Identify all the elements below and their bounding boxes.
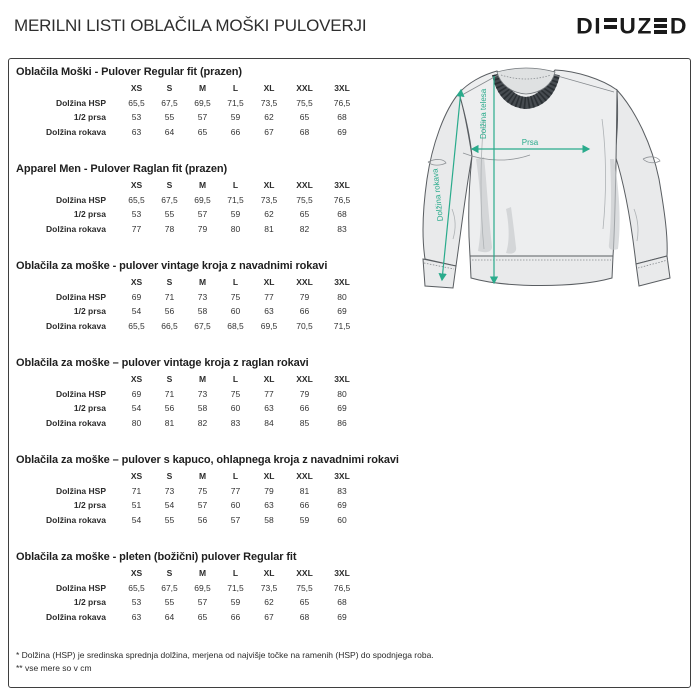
measurement-value-cell: 68 <box>337 112 347 123</box>
measurement-value-cell: 57 <box>197 500 208 511</box>
size-header-cell: XXL <box>296 83 313 94</box>
measurement-value-cell: 68 <box>337 209 347 220</box>
measurement-row <box>16 110 361 125</box>
measurement-value-cell: 58 <box>264 514 274 525</box>
size-table-hoodie-loose-fit <box>9 447 690 544</box>
measurement-value-cell: 67,5 <box>161 97 178 108</box>
measurement-value-cell: 66,5 <box>161 320 178 331</box>
row-label-spacer <box>16 81 120 96</box>
measurement-value-cell: 77 <box>264 291 274 302</box>
measurement-value-cell: 67,5 <box>194 320 211 331</box>
measurement-value-cell: 69,5 <box>260 320 278 331</box>
measurement-value-cell: 54 <box>131 514 142 525</box>
size-header-cell: L <box>232 83 239 94</box>
measurement-value-cell: 68 <box>299 611 310 622</box>
measurement-value-cell: 64 <box>164 611 175 622</box>
measurement-row-label: Dolžina rokava <box>46 223 106 234</box>
measurement-value-cell: 54 <box>164 500 175 511</box>
measurement-value-cell: 63 <box>264 403 274 414</box>
measurement-row-label: Dolžina rokava <box>46 320 106 331</box>
measurement-value-cell: 69,5 <box>194 582 211 593</box>
measurement-value-cell: 79 <box>264 485 274 496</box>
size-header-cell: L <box>232 471 239 482</box>
measurement-value-cell: 56 <box>197 514 208 525</box>
measurement-row <box>16 498 361 513</box>
measurement-row <box>16 222 361 237</box>
measurement-value-cell: 81 <box>299 485 310 496</box>
measurement-value-cell: 69 <box>131 388 142 399</box>
measurement-value-cell: 73 <box>164 485 175 496</box>
measurement-value-cell: 71,5 <box>227 97 244 108</box>
table-title: Oblačila za moške - pulover vintage kroja z navadnimi rokavi <box>16 260 328 272</box>
measurement-value-cell: 64 <box>164 126 175 137</box>
measurement-value-cell: 69,5 <box>194 97 211 108</box>
size-table <box>16 178 361 236</box>
measurement-value-cell: 71,5 <box>227 194 244 205</box>
measurement-value-cell: 60 <box>230 500 241 511</box>
measurement-value-cell: 63 <box>131 126 142 137</box>
measurement-value-cell: 83 <box>337 485 347 496</box>
measurement-value-cell: 79 <box>299 388 310 399</box>
size-header-cell: XS <box>130 277 143 288</box>
measurement-row-label: Dolžina HSP <box>55 388 106 399</box>
measurement-value-cell: 63 <box>264 306 274 317</box>
measurement-row-label: Dolžina rokava <box>46 514 106 525</box>
table-title: Oblačila za moške - pleten (božični) pulover Regular fit <box>16 551 297 563</box>
measurement-value-cell: 65 <box>299 209 310 220</box>
measurement-value-cell: 73 <box>197 291 208 302</box>
measurement-value-cell: 69 <box>337 126 347 137</box>
measurement-value-cell: 59 <box>230 112 241 123</box>
measurement-value-cell: 57 <box>230 514 241 525</box>
size-header-cell: S <box>166 180 173 191</box>
measurement-value-cell: 65 <box>299 597 310 608</box>
measurement-value-cell: 65 <box>197 126 208 137</box>
measurement-value-cell: 69 <box>337 611 347 622</box>
measurement-value-cell: 75 <box>197 485 208 496</box>
measurement-row <box>16 207 361 222</box>
measurement-value-cell: 62 <box>264 209 274 220</box>
measurement-value-cell: 75 <box>230 388 241 399</box>
size-header-row <box>16 469 361 484</box>
size-header-cell: L <box>232 180 239 191</box>
size-header-row <box>16 275 361 290</box>
table-title: Oblačila za moške – pulover vintage kroja z raglan rokavi <box>16 357 309 369</box>
size-header-cell: S <box>166 277 173 288</box>
logo-letter: U <box>619 13 637 38</box>
measurement-value-cell: 73,5 <box>260 97 278 108</box>
size-table <box>16 566 361 624</box>
measurement-value-cell: 63 <box>264 500 274 511</box>
size-header-cell: XXL <box>296 180 313 191</box>
measurement-row-label: Dolžina HSP <box>55 194 106 205</box>
measurement-row <box>16 484 361 499</box>
measurement-value-cell: 60 <box>230 403 241 414</box>
measurement-value-cell: 85 <box>299 417 310 428</box>
measurement-value-cell: 75,5 <box>296 97 313 108</box>
measurement-value-cell: 75 <box>230 291 241 302</box>
measurement-value-cell: 68 <box>337 597 347 608</box>
measurement-value-cell: 69 <box>337 500 347 511</box>
measurement-value-cell: 76,5 <box>333 194 351 205</box>
sweater-collar <box>497 68 555 103</box>
measurement-value-cell: 66 <box>299 403 310 414</box>
size-table-vintage-raglan-sleeves <box>9 350 690 447</box>
measurement-row-label: Dolžina rokava <box>46 417 106 428</box>
size-header-cell: L <box>232 374 239 385</box>
size-header-cell: 3XL <box>334 374 350 385</box>
measurement-value-cell: 55 <box>164 514 175 525</box>
size-table <box>16 81 361 139</box>
sweater-illustration <box>406 59 696 301</box>
measurement-value-cell: 68,5 <box>227 320 244 331</box>
size-header-cell: XL <box>263 471 275 482</box>
measurement-value-cell: 67,5 <box>161 582 178 593</box>
measurement-value-cell: 68 <box>299 126 310 137</box>
size-header-cell: XS <box>130 471 143 482</box>
content-box <box>8 58 691 688</box>
measurement-value-cell: 53 <box>131 209 142 220</box>
measurement-value-cell: 55 <box>164 112 175 123</box>
measurement-row-label: Dolžina HSP <box>55 97 106 108</box>
size-header-cell: XS <box>130 180 143 191</box>
measurement-row <box>16 581 361 596</box>
measurement-value-cell: 71 <box>164 291 175 302</box>
sweater-measurement-diagram <box>406 59 696 301</box>
row-label-spacer <box>16 275 120 290</box>
measurement-value-cell: 82 <box>299 223 310 234</box>
size-header-cell: M <box>198 374 207 385</box>
size-header-cell: XXL <box>296 471 313 482</box>
measurement-value-cell: 71,5 <box>227 582 244 593</box>
measurement-value-cell: 76,5 <box>333 582 351 593</box>
footnote-units: ** vse mere so v cm <box>16 663 92 673</box>
measurement-row <box>16 513 361 528</box>
measurement-row-label: 1/2 prsa <box>73 306 106 317</box>
measurement-value-cell: 54 <box>131 403 142 414</box>
size-table <box>16 469 361 527</box>
measurement-value-cell: 71,5 <box>333 320 351 331</box>
measurement-row <box>16 416 361 431</box>
measurement-value-cell: 53 <box>131 112 142 123</box>
measurement-value-cell: 59 <box>299 514 310 525</box>
size-header-cell: XL <box>263 180 275 191</box>
size-header-cell: M <box>198 277 207 288</box>
measurement-value-cell: 63 <box>131 611 142 622</box>
size-header-cell: S <box>166 83 173 94</box>
measurement-value-cell: 53 <box>131 597 142 608</box>
measurement-row-label: Dolžina HSP <box>55 291 106 302</box>
measurement-value-cell: 59 <box>230 597 241 608</box>
measurement-value-cell: 59 <box>230 209 241 220</box>
sweater-left-sleeve <box>423 93 472 266</box>
measurement-row <box>16 125 361 140</box>
measurement-value-cell: 65,5 <box>128 194 145 205</box>
logo-letter: D <box>669 13 687 38</box>
measurement-value-cell: 69,5 <box>194 194 211 205</box>
measurement-value-cell: 66 <box>299 500 310 511</box>
measurement-value-cell: 84 <box>264 417 274 428</box>
measurement-value-cell: 65,5 <box>128 97 145 108</box>
measurement-value-cell: 62 <box>264 112 274 123</box>
row-label-spacer <box>16 566 120 581</box>
measurement-value-cell: 81 <box>264 223 274 234</box>
measurement-value-cell: 62 <box>264 597 274 608</box>
measurement-row-label: Dolžina HSP <box>55 582 106 593</box>
size-header-cell: XL <box>263 277 275 288</box>
measurement-value-cell: 65,5 <box>128 320 145 331</box>
measurement-value-cell: 73,5 <box>260 582 278 593</box>
size-header-cell: S <box>166 568 173 579</box>
size-header-row <box>16 566 361 581</box>
measurement-row-label: Dolžina rokava <box>46 126 106 137</box>
measurement-value-cell: 80 <box>337 388 347 399</box>
measurement-value-cell: 80 <box>131 417 142 428</box>
measurement-value-cell: 57 <box>197 597 208 608</box>
row-label-spacer <box>16 372 120 387</box>
footnotes <box>9 641 690 675</box>
size-header-cell: XL <box>263 83 275 94</box>
measurement-row-label: 1/2 prsa <box>73 597 106 608</box>
size-header-cell: XL <box>263 374 275 385</box>
measurement-row-label: Dolžina HSP <box>55 485 106 496</box>
measurement-value-cell: 73 <box>197 388 208 399</box>
row-label-spacer <box>16 469 120 484</box>
size-header-row <box>16 178 361 193</box>
measurement-value-cell: 54 <box>131 306 142 317</box>
measurement-value-cell: 75,5 <box>296 582 313 593</box>
measurement-value-cell: 56 <box>164 403 175 414</box>
measurement-value-cell: 66 <box>299 306 310 317</box>
size-table <box>16 372 361 430</box>
page-title: MERILNI LISTI OBLAČILA MOŠKI PULOVERJI <box>14 16 367 35</box>
measurement-value-cell: 86 <box>337 417 347 428</box>
size-header-cell: S <box>166 374 173 385</box>
size-header-cell: L <box>232 277 239 288</box>
size-header-cell: 3XL <box>334 180 350 191</box>
measurement-value-cell: 80 <box>230 223 241 234</box>
logo-letter: D <box>576 13 594 38</box>
measurement-row-label: Dolžina rokava <box>46 611 106 622</box>
measurement-row <box>16 290 361 305</box>
measurement-value-cell: 65,5 <box>128 582 145 593</box>
measurement-value-cell: 55 <box>164 209 175 220</box>
size-header-cell: 3XL <box>334 471 350 482</box>
measurement-value-cell: 79 <box>299 291 310 302</box>
footnote-hsp-definition: * Dolžina (HSP) je sredinska sprednja dolžina, merjena od najvišje točke na ramenih (HSP) do spodnjega roba. <box>16 650 434 660</box>
measurement-value-cell: 79 <box>197 223 208 234</box>
size-header-cell: L <box>232 568 239 579</box>
size-header-cell: 3XL <box>334 277 350 288</box>
measurement-value-cell: 76,5 <box>333 97 351 108</box>
table-title: Oblačila za moške – pulover s kapuco, ohlapnega kroja z navadnimi rokavi <box>16 454 399 466</box>
size-header-cell: 3XL <box>334 568 350 579</box>
size-header-cell: 3XL <box>334 83 350 94</box>
size-header-cell: M <box>198 568 207 579</box>
measurement-value-cell: 69 <box>337 306 347 317</box>
measurement-value-cell: 55 <box>164 597 175 608</box>
sleeve-length-label: Dolžina rokava <box>430 168 445 222</box>
logo-letter-e-bars <box>654 18 667 34</box>
measurement-value-cell: 60 <box>230 306 241 317</box>
size-header-cell: XXL <box>296 568 313 579</box>
measurement-value-cell: 57 <box>197 112 208 123</box>
measurement-value-cell: 67 <box>264 611 274 622</box>
measurement-value-cell: 57 <box>197 209 208 220</box>
measurement-row <box>16 319 361 334</box>
logo-letter-f-bars <box>604 18 617 34</box>
measurement-value-cell: 56 <box>164 306 175 317</box>
measurement-row <box>16 610 361 625</box>
measurement-row-label: 1/2 prsa <box>73 112 106 123</box>
difuzed-logo <box>576 14 687 38</box>
measurement-value-cell: 83 <box>337 223 347 234</box>
measurement-value-cell: 75,5 <box>296 194 313 205</box>
measurement-value-cell: 60 <box>337 514 347 525</box>
table-title: Oblačila Moški - Pulover Regular fit (prazen) <box>16 66 242 78</box>
size-header-cell: XXL <box>296 277 313 288</box>
measurement-value-cell: 58 <box>197 306 208 317</box>
measurement-row-label: 1/2 prsa <box>73 403 106 414</box>
measurement-row <box>16 595 361 610</box>
measurement-value-cell: 67,5 <box>161 194 178 205</box>
size-table-knitted-christmas <box>9 544 690 641</box>
body-length-label: Dolžina telesa <box>479 88 488 139</box>
measurement-value-cell: 66 <box>230 126 241 137</box>
measurement-value-cell: 71 <box>164 388 175 399</box>
measurement-value-cell: 73,5 <box>260 194 278 205</box>
measurement-value-cell: 65 <box>197 611 208 622</box>
measurement-value-cell: 66 <box>230 611 241 622</box>
size-header-cell: XXL <box>296 374 313 385</box>
size-header-cell: M <box>198 83 207 94</box>
measurement-value-cell: 69 <box>131 291 142 302</box>
size-header-cell: XL <box>263 568 275 579</box>
measurement-value-cell: 78 <box>164 223 175 234</box>
size-header-row <box>16 81 361 96</box>
measurement-value-cell: 69 <box>337 403 347 414</box>
measurement-value-cell: 67 <box>264 126 274 137</box>
measurement-value-cell: 80 <box>337 291 347 302</box>
size-header-cell: XS <box>130 83 143 94</box>
table-title: Apparel Men - Pulover Raglan fit (prazen) <box>16 163 228 175</box>
measurement-row <box>16 387 361 402</box>
row-label-spacer <box>16 178 120 193</box>
measurement-value-cell: 81 <box>164 417 175 428</box>
measurement-row <box>16 96 361 111</box>
logo-letter: I <box>594 13 602 38</box>
sweater-right-sleeve <box>615 90 667 264</box>
measurement-value-cell: 77 <box>131 223 142 234</box>
measurement-row <box>16 401 361 416</box>
size-header-cell: M <box>198 471 207 482</box>
chest-label: Prsa <box>521 138 539 147</box>
size-header-cell: M <box>198 180 207 191</box>
measurement-row <box>16 304 361 319</box>
measurement-value-cell: 51 <box>131 500 142 511</box>
measurement-value-cell: 58 <box>197 403 208 414</box>
size-table <box>16 275 361 333</box>
measurement-value-cell: 71 <box>131 485 142 496</box>
size-header-cell: XS <box>130 568 143 579</box>
measurement-row-label: 1/2 prsa <box>73 209 106 220</box>
measurement-row-label: 1/2 prsa <box>73 500 106 511</box>
size-header-row <box>16 372 361 387</box>
size-header-cell: S <box>166 471 173 482</box>
measurement-value-cell: 77 <box>264 388 274 399</box>
measurement-value-cell: 65 <box>299 112 310 123</box>
size-header-cell: XS <box>130 374 143 385</box>
measurement-row <box>16 193 361 208</box>
measurement-value-cell: 70,5 <box>296 320 313 331</box>
logo-letter: Z <box>637 13 652 38</box>
measurement-value-cell: 82 <box>197 417 208 428</box>
sweater-hem-band <box>470 256 613 286</box>
measurement-value-cell: 83 <box>230 417 241 428</box>
measurement-value-cell: 77 <box>230 485 241 496</box>
